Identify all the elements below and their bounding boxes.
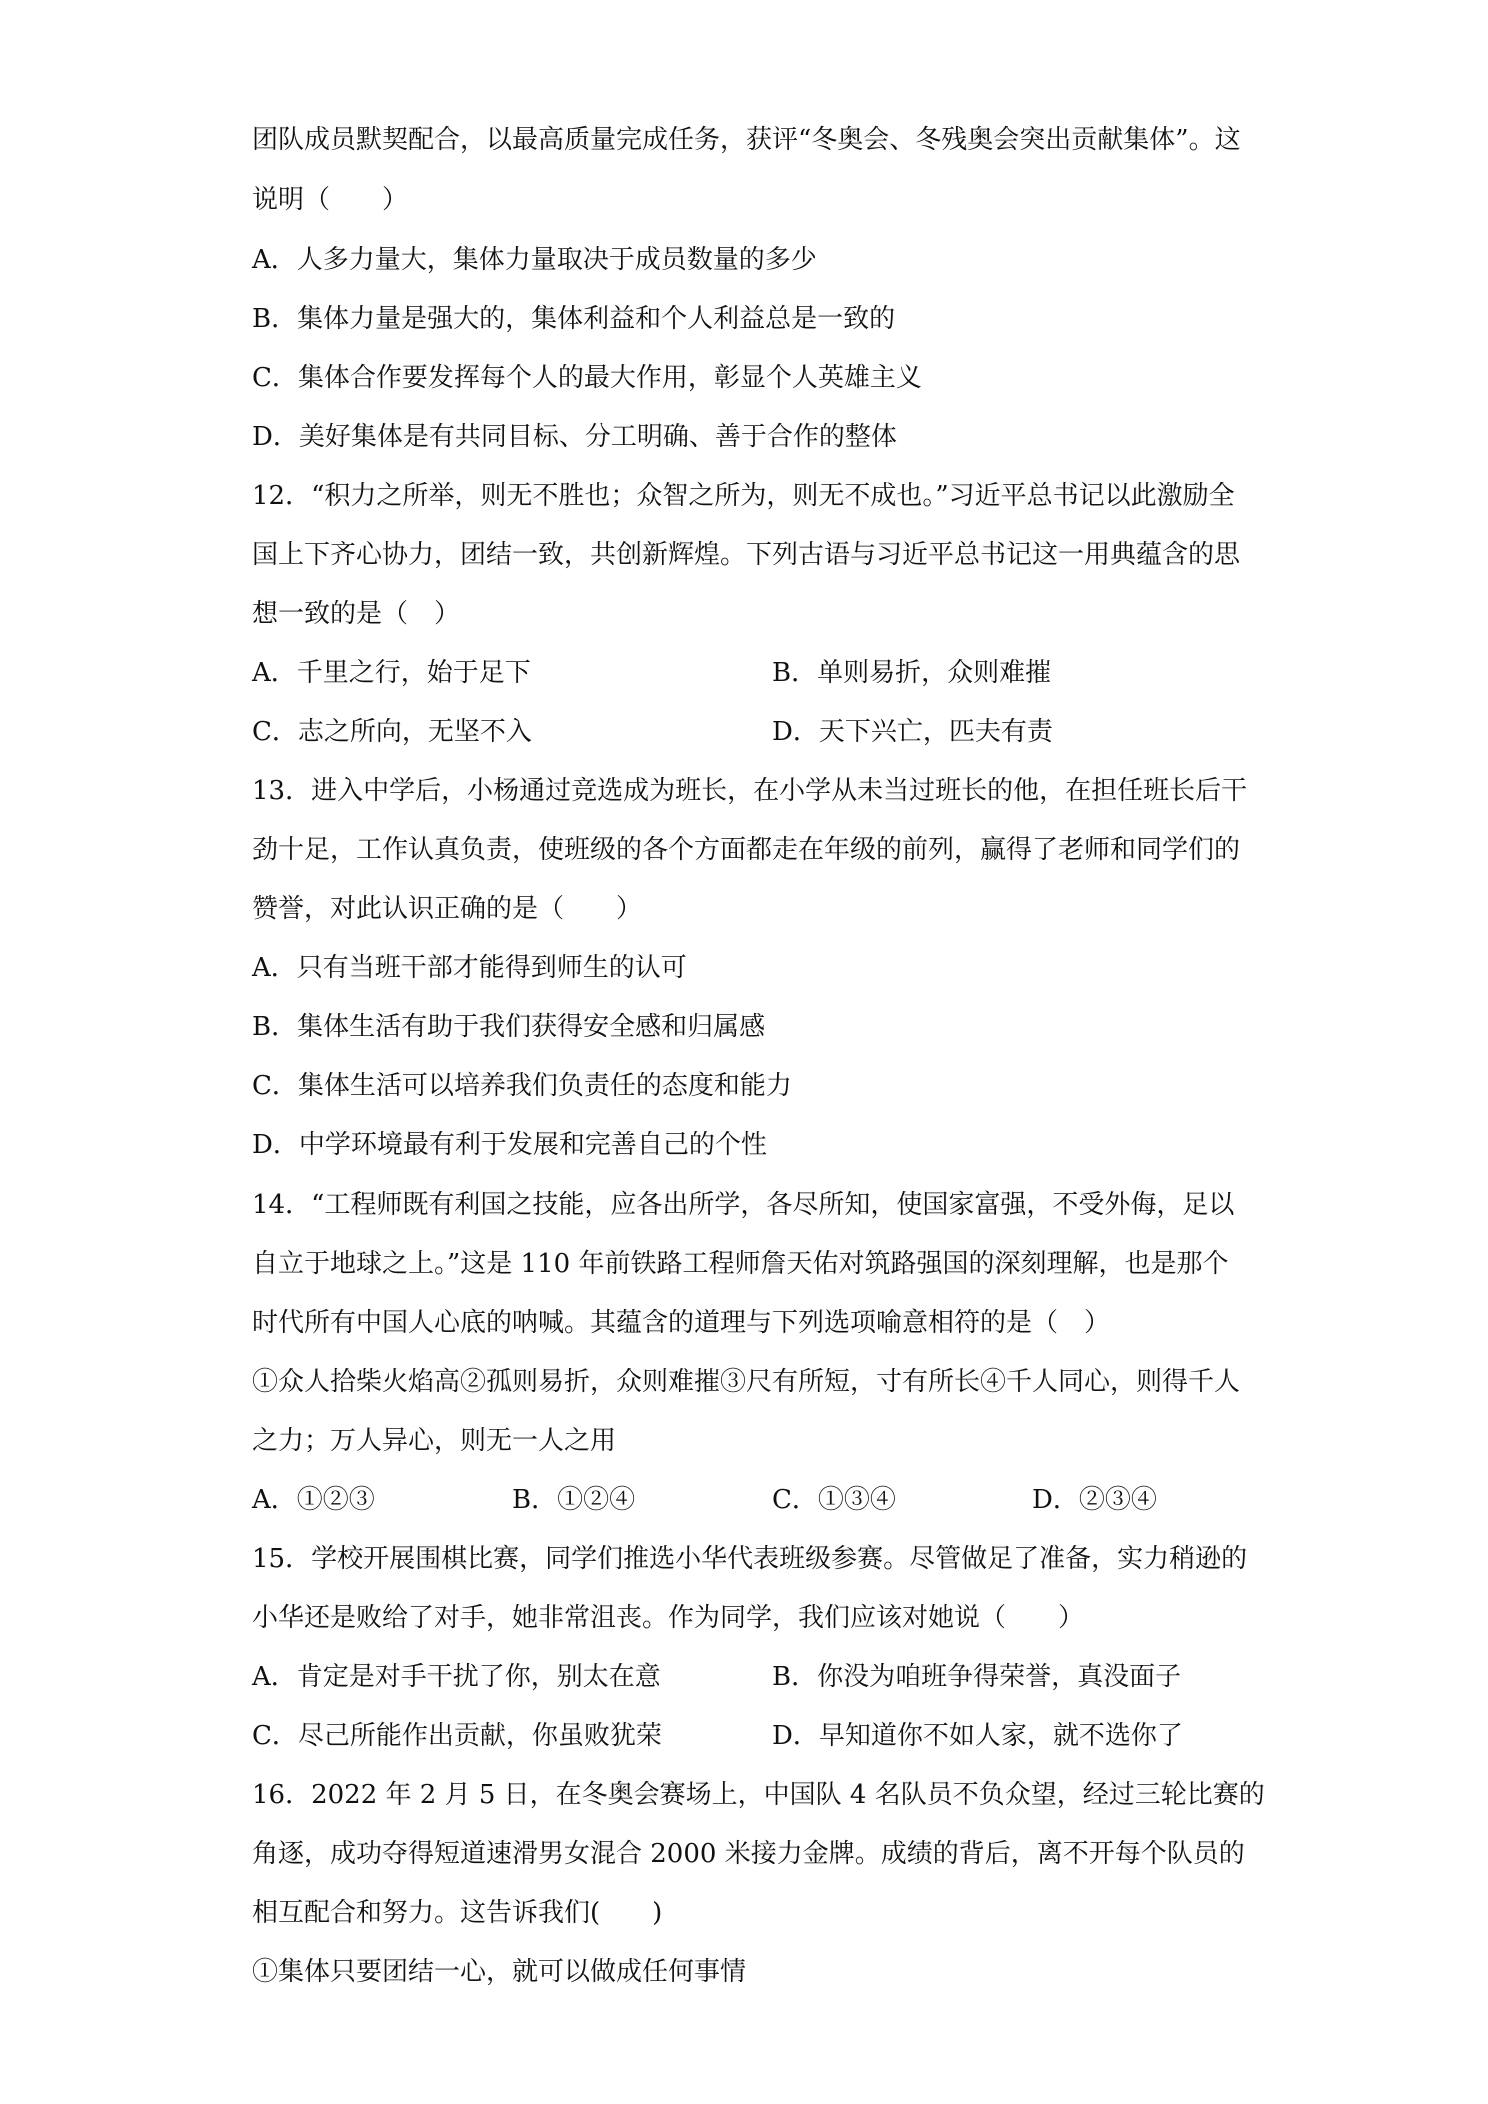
- q13-stem-line-2: 劲十足，工作认真负责，使班级的各个方面都走在年级的前列，赢得了老师和同学们的: [252, 835, 1241, 865]
- q12-stem-line-3: 想一致的是（ ）: [252, 599, 461, 629]
- q14-option-c: C．①③④: [772, 1485, 896, 1515]
- q16-stem-line-2: 角逐，成功夺得短道速滑男女混合 2000 米接力金牌。成绩的背后，离不开每个队员的: [252, 1839, 1245, 1869]
- q14-option-b: B．①②④: [512, 1485, 636, 1515]
- q16-statement-1: ①集体只要团结一心，就可以做成任何事情: [252, 1957, 747, 1987]
- q11-stem-line-1: 团队成员默契配合，以最高质量完成任务，获评“冬奥会、冬残奥会突出贡献集体”。这: [252, 125, 1241, 155]
- q14-stem-line-1: 14．“工程师既有利国之技能，应各出所学，各尽所知，使国家富强，不受外侮，足以: [252, 1190, 1235, 1220]
- q12-stem-line-2: 国上下齐心协力，团结一致，共创新辉煌。下列古语与习近平总书记这一用典蕴含的思: [252, 540, 1241, 570]
- q13-option-a: A．只有当班干部才能得到师生的认可: [252, 953, 687, 983]
- q14-stem-line-5: 之力；万人异心，则无一人之用: [252, 1426, 617, 1456]
- q13-stem-line-3: 赞誉，对此认识正确的是（ ）: [252, 894, 643, 924]
- q12-option-d: D．天下兴亡，匹夫有责: [772, 717, 1053, 747]
- q13-option-b: B．集体生活有助于我们获得安全感和归属感: [252, 1012, 766, 1042]
- q14-option-a: A．①②③: [252, 1485, 375, 1515]
- q15-option-d: D．早知道你不如人家，就不选你了: [772, 1721, 1183, 1751]
- q14-stem-line-2: 自立于地球之上。”这是 110 年前铁路工程师詹天佑对筑路强国的深刻理解，也是那个: [252, 1249, 1229, 1279]
- q15-option-a: A．肯定是对手干扰了你，别太在意: [252, 1662, 661, 1692]
- q14-option-d: D．②③④: [1032, 1485, 1157, 1515]
- q11-stem-line-2: 说明（ ）: [252, 185, 409, 215]
- q11-option-b: B．集体力量是强大的，集体利益和个人利益总是一致的: [252, 304, 896, 334]
- q16-stem-line-3: 相互配合和努力。这告诉我们( ): [252, 1898, 663, 1928]
- q15-option-c: C．尽己所能作出贡献，你虽败犹荣: [252, 1721, 662, 1751]
- q15-stem-line-1: 15．学校开展围棋比赛，同学们推选小华代表班级参赛。尽管做足了准备，实力稍逊的: [252, 1544, 1248, 1574]
- q11-option-a: A．人多力量大，集体力量取决于成员数量的多少: [252, 245, 817, 275]
- q12-stem-line-1: 12．“积力之所举，则无不胜也；众智之所为，则无不成也。”习近平总书记以此激励全: [252, 481, 1235, 511]
- q13-option-d: D．中学环境最有利于发展和完善自己的个性: [252, 1130, 767, 1160]
- q14-stem-line-3: 时代所有中国人心底的呐喊。其蕴含的道理与下列选项喻意相符的是（ ）: [252, 1308, 1111, 1338]
- q12-option-a: A．千里之行，始于足下: [252, 658, 531, 688]
- q14-stem-line-4: ①众人拾柴火焰高②孤则易折，众则难摧③尺有所短，寸有所长④千人同心，则得千人: [252, 1367, 1241, 1397]
- q15-stem-line-2: 小华还是败给了对手，她非常沮丧。作为同学，我们应该对她说（ ）: [252, 1603, 1085, 1633]
- q15-option-b: B．你没为咱班争得荣誉，真没面子: [772, 1662, 1182, 1692]
- q11-option-d: D．美好集体是有共同目标、分工明确、善于合作的整体: [252, 422, 897, 452]
- q13-option-c: C．集体生活可以培养我们负责任的态度和能力: [252, 1071, 792, 1101]
- q11-option-c: C．集体合作要发挥每个人的最大作用，彰显个人英雄主义: [252, 363, 922, 393]
- q12-option-c: C．志之所向，无坚不入: [252, 717, 532, 747]
- q13-stem-line-1: 13．进入中学后，小杨通过竞选成为班长，在小学从未当过班长的他，在担任班长后干: [252, 776, 1248, 806]
- q16-stem-line-1: 16．2022 年 2 月 5 日，在冬奥会赛场上，中国队 4 名队员不负众望，经过三轮比赛的: [252, 1780, 1265, 1810]
- q12-option-b: B．单则易折，众则难摧: [772, 658, 1052, 688]
